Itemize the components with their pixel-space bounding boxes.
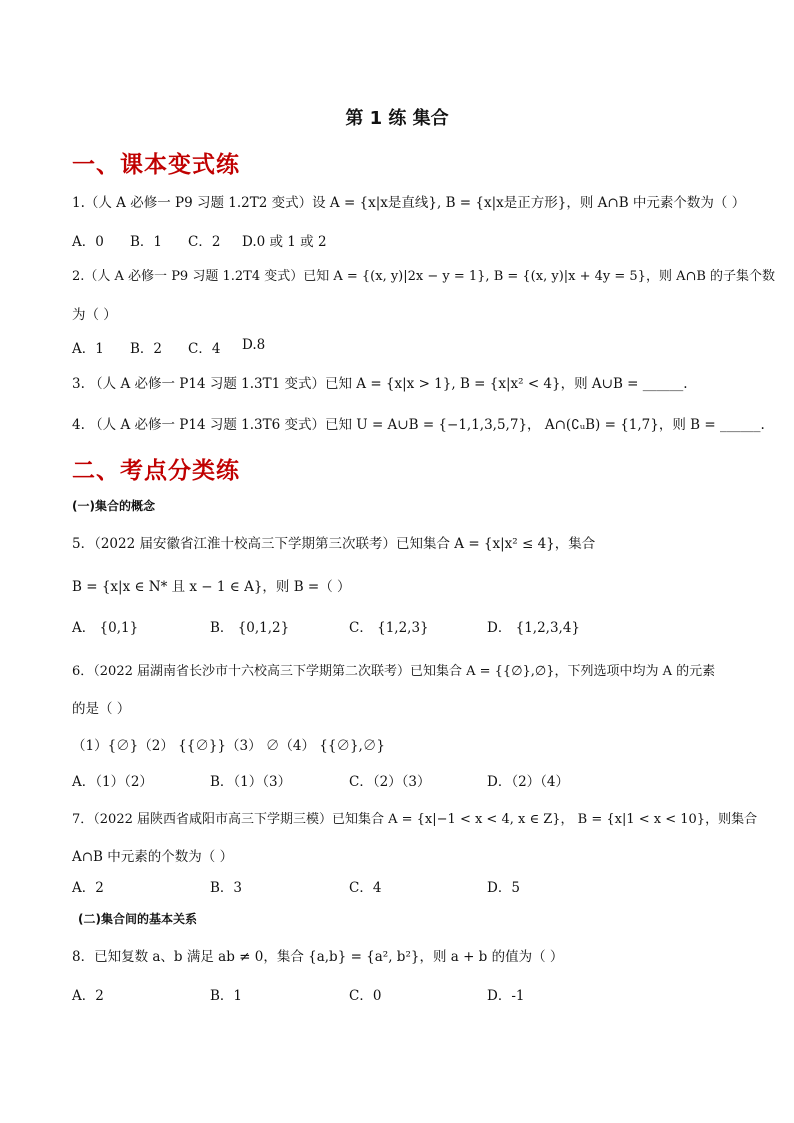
question-1-option-c: C．2 <box>188 234 221 250</box>
question-6-option-a: A．（1）（2） <box>72 774 153 790</box>
question-2-option-c: C．4 <box>188 341 221 357</box>
question-8-stem: 8．已知复数 a、b 满足 ab ≠ 0，集合 {a,b} = {a², b²}，则 a + b 的值为（ ） <box>72 949 564 965</box>
question-6-option-c: C．（2）（3） <box>349 774 431 790</box>
question-5-option-c: C． {1,2,3} <box>349 620 429 636</box>
question-1-stem: 1.（人 A 必修一 P9 习题 1.2T2 变式）设 A = {x|x是直线}, B = {x|x是正方形}，则 A∩B 中元素个数为（ ） <box>72 195 746 211</box>
question-6-stem-line2: 的是（ ） <box>72 701 131 717</box>
question-3-stem: 3. （人 A 必修一 P14 习题 1.3T1 变式）已知 A = {x|x > 1}, B = {x|x² < 4}，则 A∪B = ______. <box>72 376 688 392</box>
question-8-option-a: A．2 <box>72 988 104 1004</box>
section-heading-textbook: 一、课本变式练 <box>72 152 240 178</box>
subsection-relations: (二)集合间的基本关系 <box>78 912 197 926</box>
question-7-stem-line2: A∩B 中元素的个数为（ ） <box>72 849 234 865</box>
question-1-option-d: D.0 或 1 或 2 <box>242 234 327 250</box>
subsection-concept: (一)集合的概念 <box>72 499 155 513</box>
question-1-option-a: A．0 <box>72 234 104 250</box>
question-7-stem-line1: 7．（2022 届陕西省咸阳市高三下学期三模）已知集合 A = {x|−1 < x < 4, x ∈ Z}， B = {x|1 < x < 10}，则集合 <box>72 812 758 827</box>
question-7-option-b: B．3 <box>210 880 243 896</box>
question-5-stem-line1: 5．（2022 届安徽省江淮十校高三下学期第三次联考）已知集合 A = {x|x² ≤ 4}，集合 <box>72 536 596 552</box>
question-1-option-b: B．1 <box>130 234 163 250</box>
question-5-option-d: D． {1,2,3,4} <box>487 620 581 636</box>
question-4-stem: 4. （人 A 必修一 P14 习题 1.3T6 变式）已知 U = A∪B = {−1,1,3,5,7}， A∩(∁ᵤB) = {1,7}，则 B = ______. <box>72 417 765 433</box>
question-5-option-b: B． {0,1,2} <box>210 620 290 636</box>
section-heading-topics: 二、考点分类练 <box>72 458 240 484</box>
question-7-option-d: D．5 <box>487 880 520 896</box>
question-5-option-a: A． {0,1} <box>72 620 139 636</box>
question-2-option-b: B．2 <box>130 341 163 357</box>
question-2-option-d: D.8 <box>242 337 266 353</box>
question-7-option-a: A．2 <box>72 880 104 896</box>
question-8-option-d: D．-1 <box>487 988 525 1004</box>
question-7-option-c: C．4 <box>349 880 382 896</box>
page-title: 第 1 练 集合 <box>345 108 449 129</box>
question-8-option-b: B．1 <box>210 988 243 1004</box>
question-6-option-d: D．（2）（4） <box>487 774 570 790</box>
question-2-stem-line1: 2.（人 A 必修一 P9 习题 1.2T4 变式）已知 A = {(x, y)|2x − y = 1}, B = {(x, y)|x + 4y = 5}，则 A∩B 的子集个数 <box>72 269 776 284</box>
question-8-option-c: C．0 <box>349 988 382 1004</box>
question-5-stem-line2: B = {x|x ∈ N* 且 x − 1 ∈ A}，则 B =（ ） <box>72 579 351 595</box>
question-6-option-b: B．（1）（3） <box>210 774 292 790</box>
question-6-items: （1）{∅}（2） {{∅}}（3） ∅（4） {{∅},∅} <box>72 738 385 754</box>
question-6-stem-line1: 6．（2022 届湖南省长沙市十六校高三下学期第二次联考）已知集合 A = {{∅},∅}，下列选项中均为 A 的元素 <box>72 664 716 679</box>
question-2-stem-line2: 为（ ） <box>72 307 117 323</box>
question-2-option-a: A．1 <box>72 341 104 357</box>
